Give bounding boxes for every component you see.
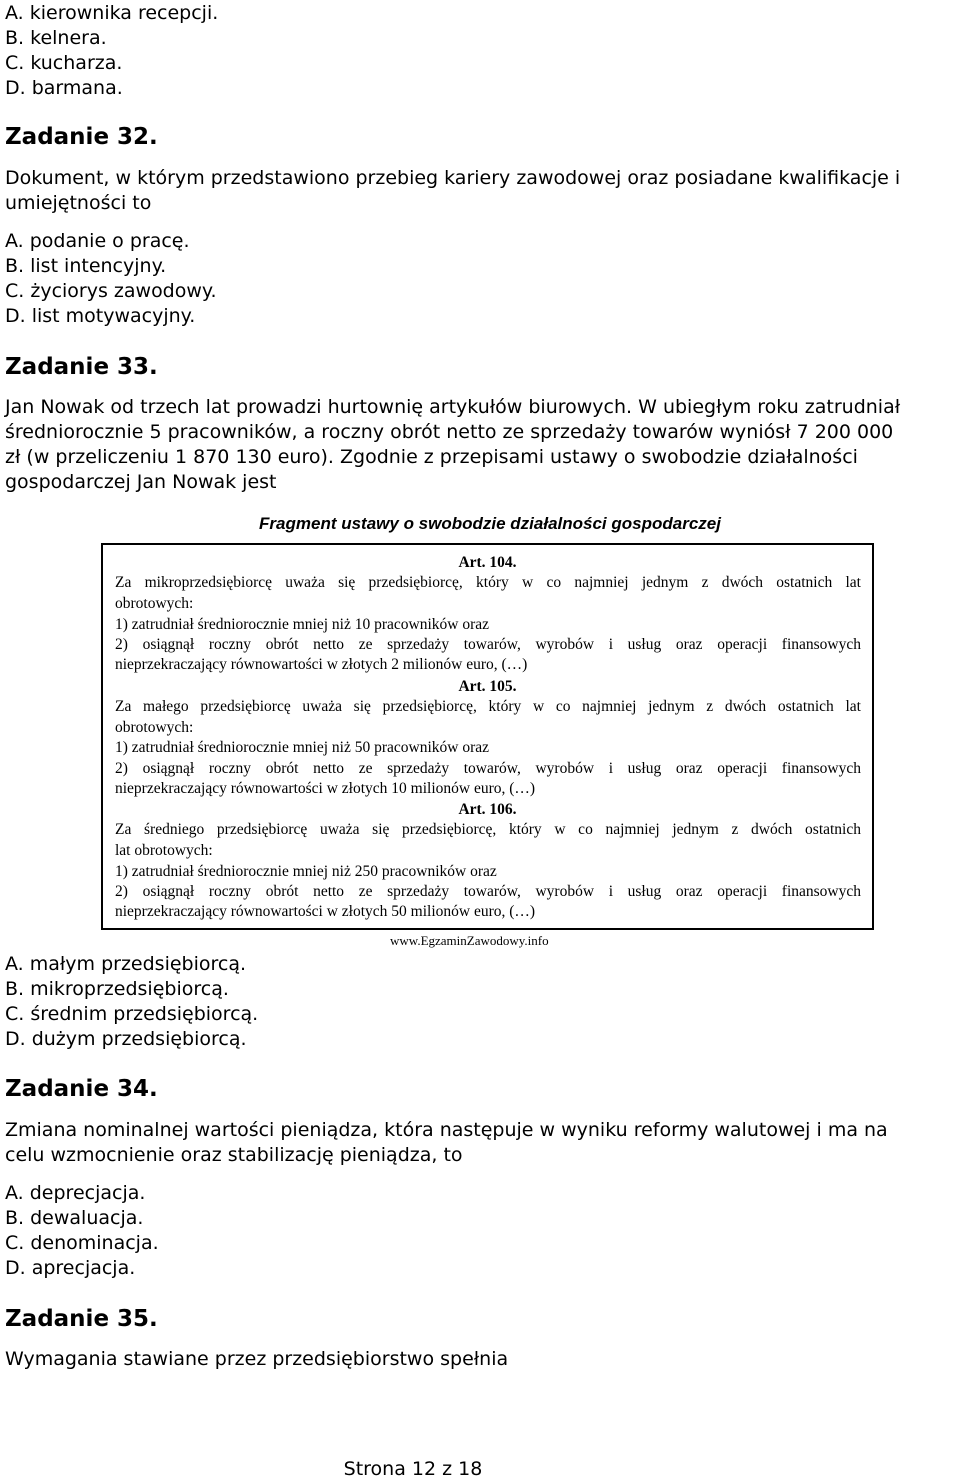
q34-option-b: B. dewaluacja. <box>5 1207 144 1229</box>
article-text-line: 1) zatrudniał średniorocznie mniej niż 10 pracowników oraz <box>115 616 490 633</box>
q34-option-c: C. denominacja. <box>5 1232 159 1254</box>
article-text-line: 1) zatrudniał średniorocznie mniej niż 250 pracowników oraz <box>115 863 497 880</box>
article-text-line: nieprzekraczający równowartości w złotych 50 milionów euro, (…) <box>115 903 536 920</box>
article-text-line: obrotowych: <box>115 595 194 612</box>
article-text-line: 2) osiągnął roczny obrót netto ze sprzedaży towarów, wyrobów i usług oraz operacji finansowych <box>115 636 861 653</box>
q33-option-c: C. średnim przedsiębiorcą. <box>5 1003 259 1025</box>
q32-option-b: B. list intencyjny. <box>5 255 167 277</box>
article-text-line: lat obrotowych: <box>115 842 213 859</box>
article-text-line: 2) osiągnął roczny obrót netto ze sprzedaży towarów, wyrobów i usług oraz operacji finansowych <box>115 760 861 777</box>
q33-question-line: Jan Nowak od trzech lat prowadzi hurtownię artykułów biurowych. W ubiegłym roku zatrudniał <box>5 396 901 418</box>
article-text-line: 2) osiągnął roczny obrót netto ze sprzedaży towarów, wyrobów i usług oraz operacji finansowych <box>115 883 861 900</box>
q34-title: Zadanie 34. <box>5 1076 158 1102</box>
q33-question-line: zł (w przeliczeniu 1 870 130 euro). Zgodnie z przepisami ustawy o swobodzie działalności <box>5 446 858 468</box>
article-text-line: Za średniego przedsiębiorcę uważa się przedsiębiorcę, który w co najmniej jednym z dwóch ostatnich <box>115 821 861 838</box>
article-text-line: Za mikroprzedsiębiorcę uważa się przedsiębiorcę, który w co najmniej jednym z dwóch ostatnich lat <box>115 574 861 591</box>
article-text-line: Za małego przedsiębiorcę uważa się przedsiębiorcę, który w co najmniej jednym z dwóch ostatnich lat <box>115 698 861 715</box>
article-text-line: nieprzekraczający równowartości w złotych 2 milionów euro, (…) <box>115 656 528 673</box>
q34-question-line: Zmiana nominalnej wartości pieniądza, która następuje w wyniku reformy walutowej i ma na <box>5 1119 888 1141</box>
q33-option-a: A. małym przedsiębiorcą. <box>5 953 247 975</box>
q34-option-d: D. aprecjacja. <box>5 1257 136 1279</box>
article-text-line: nieprzekraczający równowartości w złotych 10 milionów euro, (…) <box>115 780 536 797</box>
q32-question-line: umiejętności to <box>5 192 152 214</box>
q32-option-d: D. list motywacyjny. <box>5 305 196 327</box>
article-text-line: obrotowych: <box>115 719 194 736</box>
article-heading: Art. 106. <box>458 801 517 818</box>
prev-option-d: D. barmana. <box>5 77 123 99</box>
q33-option-b: B. mikroprzedsiębiorcą. <box>5 978 229 1000</box>
prev-option-c: C. kucharza. <box>5 52 123 74</box>
article-heading: Art. 105. <box>458 678 517 695</box>
article-heading: Art. 104. <box>458 554 517 571</box>
q32-question-line: Dokument, w którym przedstawiono przebieg kariery zawodowej oraz posiadane kwalifikacje i <box>5 167 901 189</box>
q32-option-c: C. życiorys zawodowy. <box>5 280 217 302</box>
figure-title: Fragment ustawy o swobodzie działalności gospodarczej <box>259 514 721 533</box>
q34-option-a: A. deprecjacja. <box>5 1182 146 1204</box>
q33-title: Zadanie 33. <box>5 354 158 380</box>
article-text-line: 1) zatrudniał średniorocznie mniej niż 50 pracowników oraz <box>115 739 490 756</box>
q32-title: Zadanie 32. <box>5 124 158 150</box>
prev-option-a: A. kierownika recepcji. <box>5 2 219 24</box>
page-number: Strona 12 z 18 <box>343 1458 483 1480</box>
q35-question-line: Wymagania stawiane przez przedsiębiorstwo spełnia <box>5 1348 509 1370</box>
q33-question-line: gospodarczej Jan Nowak jest <box>5 471 277 493</box>
prev-option-b: B. kelnera. <box>5 27 107 49</box>
q34-question-line: celu wzmocnienie oraz stabilizację pieniądza, to <box>5 1144 463 1166</box>
q35-title: Zadanie 35. <box>5 1306 158 1332</box>
q33-question-line: średniorocznie 5 pracowników, a roczny obrót netto ze sprzedaży towarów wyniósł 7 200 000 <box>5 421 894 443</box>
watermark: www.EgzaminZawodowy.info <box>390 933 549 948</box>
q33-option-d: D. dużym przedsiębiorcą. <box>5 1028 247 1050</box>
q32-option-a: A. podanie o pracę. <box>5 230 190 252</box>
